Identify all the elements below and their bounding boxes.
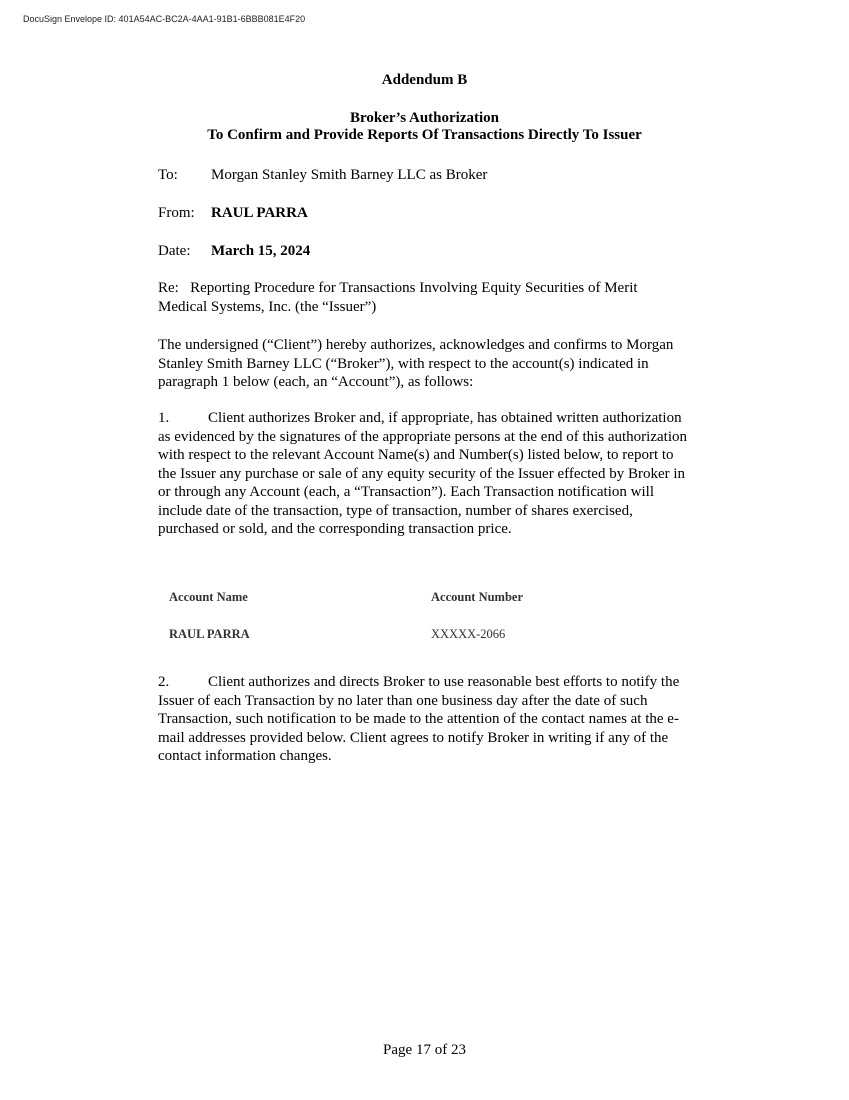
paragraph-2-number: 2. [158, 674, 170, 690]
to-label: To: [158, 167, 178, 183]
to-line [158, 167, 488, 184]
account-name-cell: RAUL PARRA [169, 627, 250, 641]
title-line-1: Broker’s Authorization [349, 110, 500, 126]
title-line-2: To Confirm and Provide Reports Of Transactions Directly To Issuer [207, 127, 642, 143]
table-row [169, 627, 709, 645]
account-name-header: Account Name [169, 590, 248, 604]
re-line [158, 279, 678, 316]
account-number-header: Account Number [431, 590, 524, 604]
intro-paragraph [158, 336, 693, 392]
paragraph-2 [158, 673, 690, 766]
account-table-header [169, 590, 709, 608]
paragraph-1-text: Client authorizes Broker and, if appropriate, has obtained written authorization as evidenced by the signatures of the appropriate persons at the end of this authorization with respect to the relevant Account Name(s) and Number(s) listed below, to report to the Issuer any purchase or sale of any equity security of the Issuer effected by Broker in or through any Account (each, a “Transaction”). Each Transaction notification will include date of the transaction, type of transaction, number of shares exercised, purchased or sold, and the corresponding transaction price. [158, 410, 687, 537]
addendum-heading: Addendum B [381, 72, 468, 88]
account-table [169, 590, 709, 645]
from-label: From: [158, 205, 195, 221]
account-number-cell: XXXXX-2066 [431, 627, 506, 641]
from-value: RAUL PARRA [211, 205, 308, 221]
paragraph-1 [158, 409, 690, 539]
paragraph-1-number: 1. [158, 410, 170, 426]
from-line [158, 205, 308, 222]
intro-text: The undersigned (“Client”) hereby authorizes, acknowledges and confirms to Morgan Stanley Smith Barney LLC (“Broker”), with respect to the account(s) indicated in paragraph 1 below (each, an “Account”), as follows: [158, 337, 674, 390]
document-title [0, 110, 849, 144]
date-value: March 15, 2024 [211, 243, 311, 259]
re-text: Reporting Procedure for Transactions Involving Equity Securities of Merit Medical Systems, Inc. (the “Issuer”) [158, 280, 638, 315]
paragraph-2-text: Client authorizes and directs Broker to use reasonable best efforts to notify the Issuer of each Transaction by no later than one business day after the date of such Transaction, such notification to be made to the attention of the contact names at the e-mail addresses provided below. Client agrees to notify Broker in writing if any of the contact information changes. [158, 674, 680, 764]
to-value: Morgan Stanley Smith Barney LLC as Broker [211, 167, 488, 183]
date-line [158, 243, 311, 260]
page-number: Page 17 of 23 [383, 1042, 466, 1058]
docusign-envelope-id: DocuSign Envelope ID: 401A54AC-BC2A-4AA1-91B1-6BBB081E4F20 [23, 14, 306, 24]
date-label: Date: [158, 243, 191, 259]
re-label: Re: [158, 280, 179, 296]
